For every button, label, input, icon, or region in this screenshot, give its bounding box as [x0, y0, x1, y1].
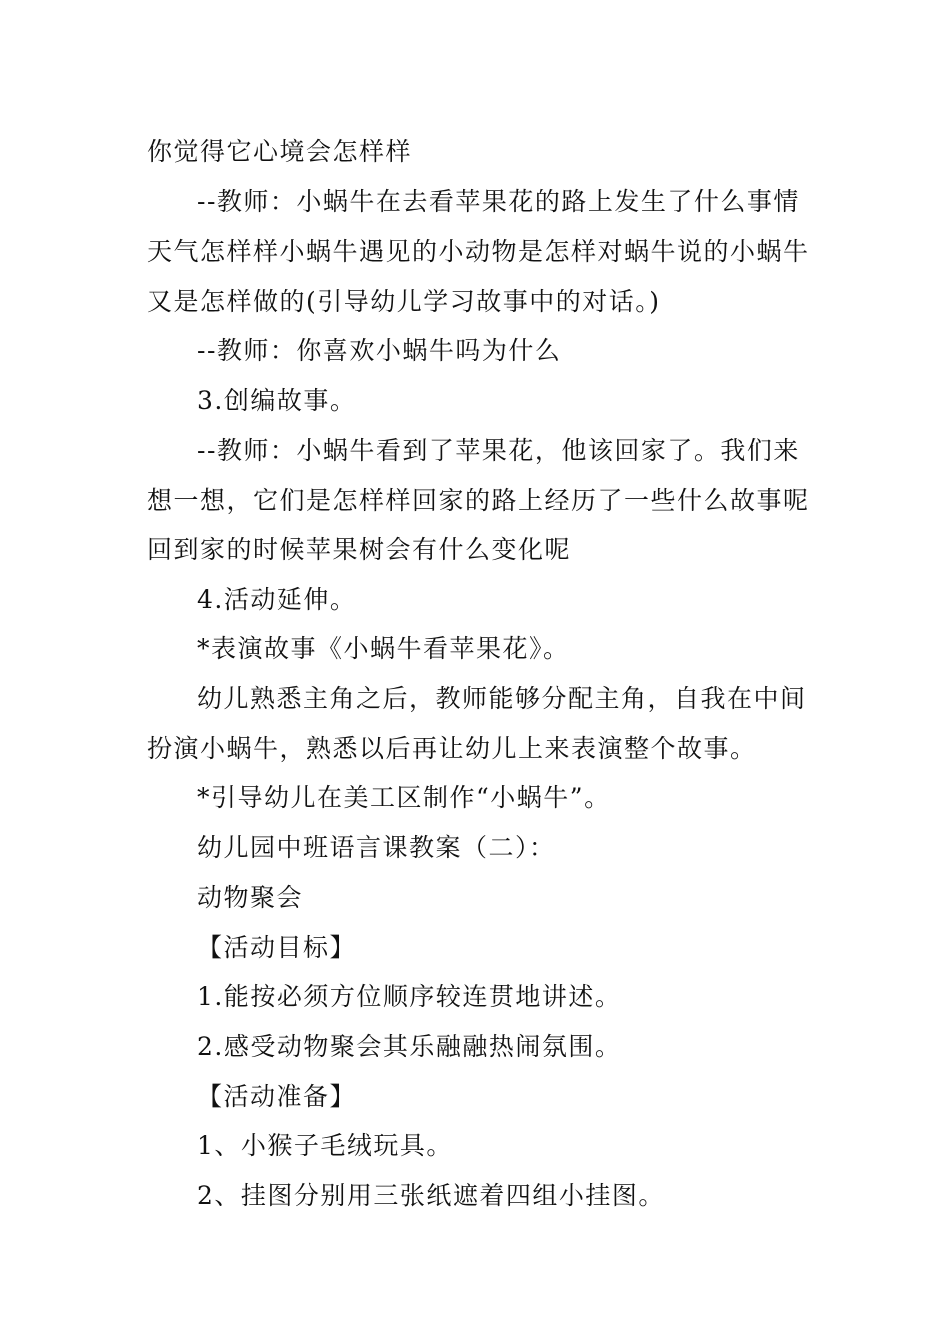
text-line: 想一想，它们是怎样样回家的路上经历了一些什么故事呢 — [147, 486, 810, 515]
numbered-heading: 3.创编故事。 — [197, 386, 357, 415]
text-line: 又是怎样做的(引导幼儿学习故事中的对话。) — [147, 287, 661, 316]
bullet-line: *表演故事《小蜗牛看苹果花》。 — [197, 634, 570, 663]
text-line: 天气怎样样小蜗牛遇见的小动物是怎样对蜗牛说的小蜗牛 — [147, 237, 810, 266]
section-title: 幼儿园中班语言课教案（二）： — [197, 833, 556, 862]
list-item: 2、挂图分别用三张纸遮着四组小挂图。 — [197, 1181, 665, 1210]
bullet-line: *引导幼儿在美工区制作“小蜗牛”。 — [197, 783, 611, 812]
list-item: 1、小猴子毛绒玩具。 — [197, 1131, 453, 1160]
text-line: 回到家的时候苹果树会有什么变化呢 — [147, 535, 572, 564]
numbered-heading: 4.活动延伸。 — [197, 585, 357, 614]
section-subtitle: 动物聚会 — [197, 883, 304, 912]
text-line: --教师：小蜗牛看到了苹果花，他该回家了。我们来 — [197, 436, 800, 465]
list-item: 1.能按必须方位顺序较连贯地讲述。 — [197, 982, 622, 1011]
text-line: --教师：小蜗牛在去看苹果花的路上发生了什么事情 — [197, 187, 800, 216]
section-heading: 【活动目标】 — [197, 933, 357, 962]
text-line: 扮演小蜗牛，熟悉以后再让幼儿上来表演整个故事。 — [147, 734, 757, 763]
list-item: 2.感受动物聚会其乐融融热闹氛围。 — [197, 1032, 622, 1061]
section-heading: 【活动准备】 — [197, 1082, 357, 1111]
text-line: 你觉得它心境会怎样样 — [147, 137, 413, 166]
text-line: --教师：你喜欢小蜗牛吗为什么 — [197, 336, 562, 365]
text-line: 幼儿熟悉主角之后，教师能够分配主角，自我在中间 — [197, 684, 807, 713]
